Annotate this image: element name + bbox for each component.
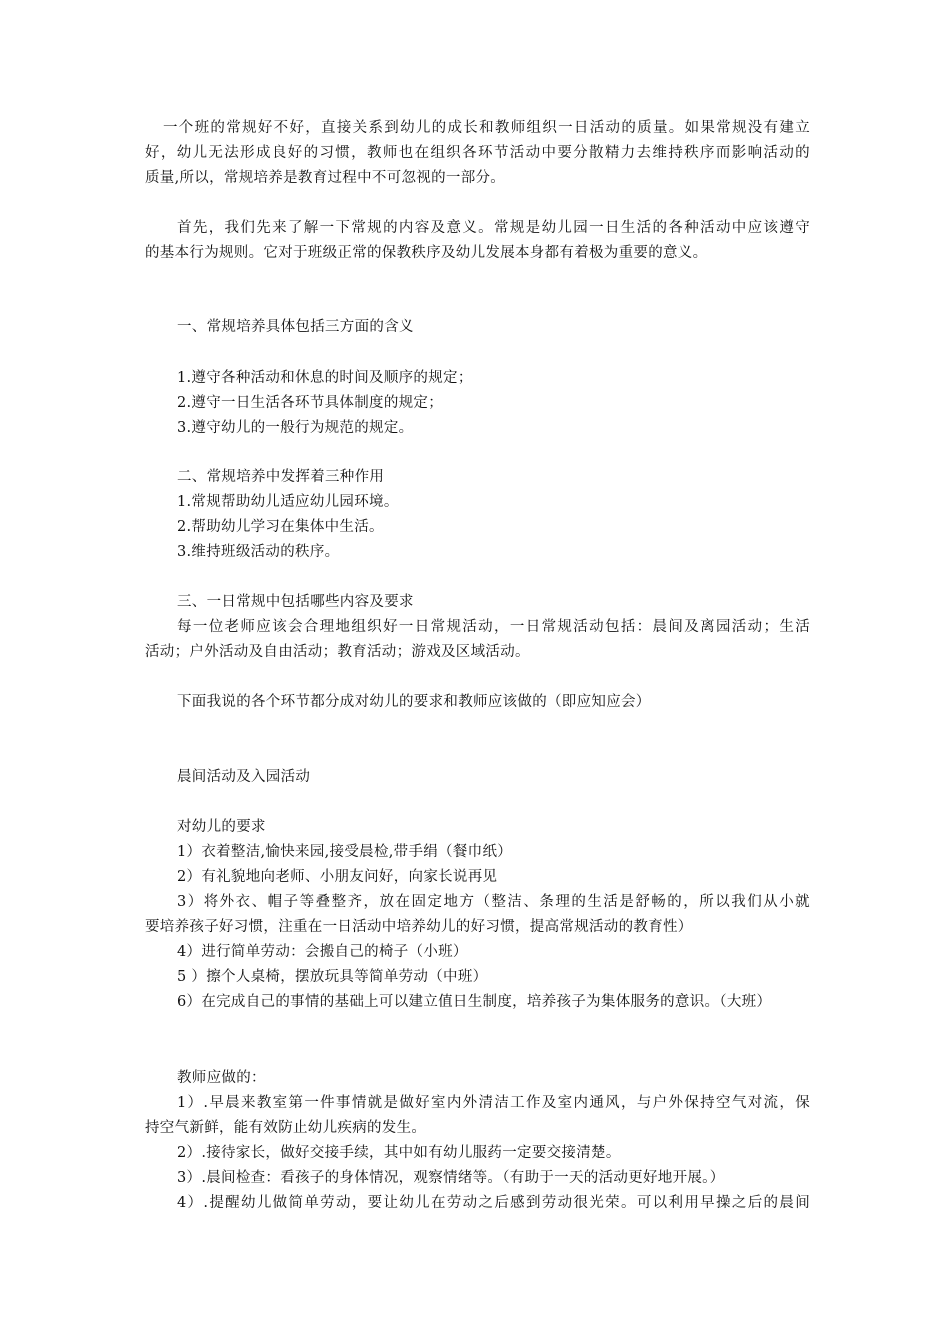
teacher-item-4: 4）.提醒幼儿做简单劳动，要让幼儿在劳动之后感到劳动很光荣。可以利用早操之后的晨间	[177, 1195, 810, 1211]
first-line-2: 的基本行为规则。它对于班级正常的保教秩序及幼儿发展本身都有着极为重要的意义。	[145, 245, 708, 261]
intro-line-3: 质量,所以，常规培养是教育过程中不可忽视的一部分。	[145, 170, 506, 186]
teacher-item-1-cont: 持空气新鲜，能有效防止幼儿疾病的发生。	[145, 1120, 427, 1136]
child-item-5: 5 ）擦个人桌椅，摆放玩具等简单劳动（中班）	[177, 969, 488, 985]
child-item-3: 3）将外衣、帽子等叠整齐，放在固定地方（整洁、条理的生活是舒畅的，所以我们从小就	[177, 894, 810, 910]
teacher-item-3: 3）.晨间检查：看孩子的身体情况，观察情绪等。（有助于一天的活动更好地开展。）	[177, 1170, 725, 1186]
intro-line-2: 好，幼儿无法形成良好的习惯，教师也在组织各环节活动中要分散精力去维持秩序而影响活动的	[145, 145, 810, 161]
section3-title: 三、一日常规中包括哪些内容及要求	[177, 594, 414, 610]
section3-note: 下面我说的各个环节都分成对幼儿的要求和教师应该做的（即应知应会）	[177, 694, 651, 710]
teacher-heading: 教师应做的：	[177, 1070, 266, 1086]
section2-item-1: 1.常规帮助幼儿适应幼儿园环境。	[177, 494, 399, 510]
section2-title: 二、常规培养中发挥着三种作用	[177, 469, 385, 485]
first-line-1: 首先，我们先来了解一下常规的内容及意义。常规是幼儿园一日生活的各种活动中应该遵守	[177, 220, 810, 236]
section2-item-3: 3.维持班级活动的秩序。	[177, 544, 340, 560]
section1-item-2: 2.遵守一日生活各环节具体制度的规定；	[177, 395, 444, 411]
child-item-3-cont: 要培养孩子好习惯，注重在一日活动中培养幼儿的好习惯，提高常规活动的教育性）	[145, 919, 693, 935]
section1-item-3: 3.遵守幼儿的一般行为规范的规定。	[177, 420, 414, 436]
child-item-4: 4）进行简单劳动：会搬自己的椅子（小班）	[177, 944, 468, 960]
child-requirements-heading: 对幼儿的要求	[177, 819, 266, 835]
morning-title: 晨间活动及入园活动	[177, 769, 311, 785]
child-item-2: 2）有礼貌地向老师、小朋友问好，向家长说再见	[177, 869, 498, 885]
intro-line-1: 一个班的常规好不好，直接关系到幼儿的成长和教师组织一日活动的质量。如果常规没有建立	[163, 120, 810, 136]
child-item-1: 1）衣着整洁,愉快来园,接受晨检,带手绢（餐巾纸）	[177, 844, 513, 860]
teacher-item-1: 1）.早晨来教室第一件事情就是做好室内外清洁工作及室内通风，与户外保持空气对流，保	[177, 1095, 810, 1111]
section2-item-2: 2.帮助幼儿学习在集体中生活。	[177, 519, 384, 535]
section1-item-1: 1.遵守各种活动和休息的时间及顺序的规定；	[177, 370, 473, 386]
section1-title: 一、常规培养具体包括三方面的含义	[177, 319, 414, 335]
child-item-6: 6）在完成自己的事情的基础上可以建立值日生制度，培养孩子为集体服务的意识。（大班）	[177, 994, 772, 1010]
teacher-item-2: 2）.接待家长，做好交接手续，其中如有幼儿服药一定要交接清楚。	[177, 1145, 621, 1161]
section3-body-line-2: 活动；户外活动及自由活动；教育活动；游戏及区域活动。	[145, 644, 530, 660]
section3-body-line-1: 每一位老师应该会合理地组织好一日常规活动，一日常规活动包括：晨间及离园活动；生活	[177, 619, 810, 635]
